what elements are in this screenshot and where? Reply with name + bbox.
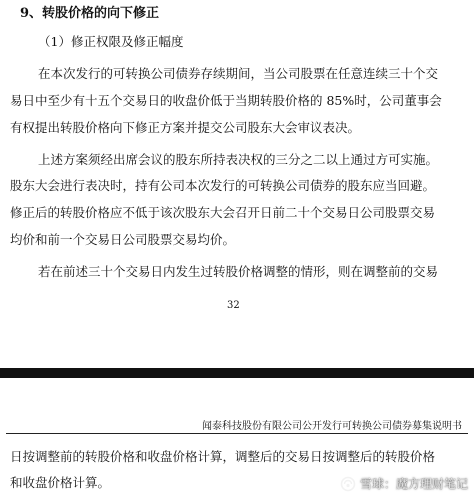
paragraph-line: 和收盘价格计算。 [10, 475, 111, 490]
paragraph-line: 易日中至少有十五个交易日的收盘价低于当期转股价格的 85%时，公司董事会 [10, 93, 442, 108]
sub-heading: （1）修正权限及修正幅度 [38, 34, 184, 49]
paragraph-line: 有权提出转股价格向下修正方案并提交公司股东大会审议表决。 [10, 120, 361, 135]
section-heading: 9、转股价格的向下修正 [20, 6, 160, 21]
page-separator [0, 368, 474, 378]
snowball-icon [340, 476, 356, 492]
paragraph-line: 均价和前一个交易日公司股票交易均价。 [10, 232, 236, 247]
paragraph-line: 股东大会进行表决时，持有公司本次发行的可转换公司债券的股东应当回避。 [10, 178, 436, 193]
running-header: 闻泰科技股份有限公司公开发行可转换公司债券募集说明书 [202, 421, 462, 432]
watermark [340, 475, 468, 492]
paragraph-line: 在本次发行的可转换公司债券存续期间，当公司股票在任意连续三十个交 [38, 66, 439, 81]
watermark-text: 雪球：魔方理财笔记 [359, 477, 468, 491]
paragraph-line: 若在前述三十个交易日内发生过转股价格调整的情形，则在调整前的交易 [38, 264, 439, 279]
paragraph-line: 修正后的转股价格应不低于该次股东大会召开日前二十个交易日公司股票交易 [10, 205, 436, 220]
document-page-lower [0, 378, 474, 499]
paragraph-line: 日按调整前的转股价格和收盘价格计算，调整后的交易日按调整后的转股价格 [10, 449, 436, 464]
header-divider [6, 433, 468, 434]
page-number: 32 [227, 300, 240, 311]
paragraph-line: 上述方案须经出席会议的股东所持表决权的三分之二以上通过方可实施。 [38, 152, 439, 167]
